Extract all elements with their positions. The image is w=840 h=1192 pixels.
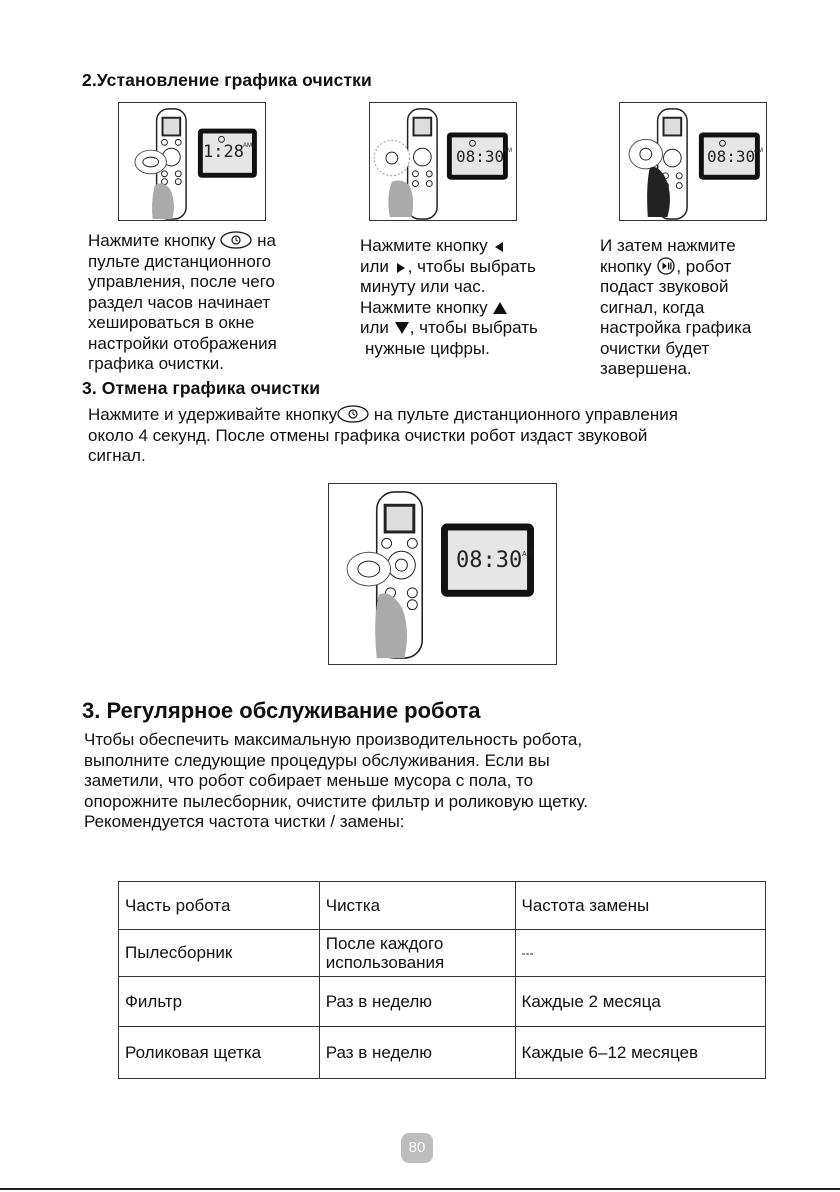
col1-line-4: раздел часов начинает xyxy=(88,292,271,312)
section-title-maintenance: 3. Регулярное обслуживание робота xyxy=(82,698,481,723)
col3-line-6: очистки будет xyxy=(600,338,710,358)
table-header-cell: Часть робота xyxy=(119,882,320,930)
col1-line-3: управления, после чего xyxy=(88,272,276,291)
up-arrow-icon xyxy=(492,300,508,316)
col1-line-6: настройки отображения xyxy=(88,333,277,353)
table-cell: После каждого использования xyxy=(319,930,515,977)
table-row xyxy=(119,930,766,977)
col2-line-1: Нажмите кнопку xyxy=(360,236,488,255)
col3-line-2b: , робот xyxy=(676,256,732,276)
col1-line-5: хешироваться в окне xyxy=(88,313,255,332)
cancel-line-2: около 4 секунд. После отмены графика очистки робот издаст звуковой xyxy=(88,425,648,445)
schedule-button-icon-2 xyxy=(337,405,369,423)
table-row xyxy=(119,1027,766,1079)
maintenance-paragraph xyxy=(84,730,588,833)
schedule-button-icon xyxy=(220,231,252,249)
col2-line-2a: или xyxy=(360,256,389,276)
display-am-2: AM xyxy=(503,148,512,154)
display-am-1: AM xyxy=(243,143,252,149)
maintenance-line-1: Чтобы обеспечить максимальную производительность робота, xyxy=(84,730,583,749)
cancel-instructions xyxy=(88,405,678,467)
figure-remote-cancel xyxy=(328,483,557,665)
col3-line-7: завершена. xyxy=(600,359,692,378)
table-cell: Роликовая щетка xyxy=(119,1027,320,1079)
table-header-cell: Частота замены xyxy=(515,882,765,930)
table-cell: Каждые 6–12 месяцев xyxy=(515,1027,765,1079)
col1-after-icon: на xyxy=(252,231,276,250)
col2-line-4: Нажмите кнопку xyxy=(360,297,488,317)
cancel-line-1a: Нажмите и удерживайте кнопку xyxy=(88,405,338,424)
down-arrow-icon xyxy=(394,320,410,336)
table-cell: --- xyxy=(515,930,765,977)
display-time-1: 1:28 xyxy=(203,142,244,162)
col1-line-1: Нажмите кнопку xyxy=(88,231,216,250)
display-time-cancel: 08:30 xyxy=(456,548,523,573)
bottom-divider xyxy=(0,1188,840,1190)
page-number: 80 xyxy=(401,1133,433,1163)
col3-line-4: сигнал, когда xyxy=(600,297,705,317)
col2-line-5b: , чтобы выбрать xyxy=(409,318,538,337)
column-3-instructions xyxy=(600,236,751,380)
play-pause-button-icon xyxy=(656,257,676,275)
display-time-3: 08:30 xyxy=(707,147,756,166)
table-header-row xyxy=(119,882,766,930)
right-arrow-icon xyxy=(394,261,408,275)
table-cell: Пылесборник xyxy=(119,930,320,977)
col2-line-6: нужные цифры. xyxy=(365,338,490,358)
column-1-instructions xyxy=(88,231,277,375)
maintenance-line-5: Рекомендуется частота чистки / замены: xyxy=(84,812,405,831)
col3-line-5: настройка графика xyxy=(600,318,752,337)
maintenance-line-3: заметили, что робот собирает меньше мусора с пола, то xyxy=(84,771,534,790)
col1-line-2: пульте дистанционного xyxy=(88,251,272,271)
col2-line-3: минуту или час. xyxy=(360,277,486,296)
table-row xyxy=(119,977,766,1027)
table-cell: Каждые 2 месяца xyxy=(515,977,765,1027)
section-title-cancel: 3. Отмена графика очистки xyxy=(82,378,321,398)
left-arrow-icon xyxy=(492,240,506,254)
display-time-2: 08:30 xyxy=(456,147,505,166)
cancel-line-1b: на пульте дистанционного управления xyxy=(369,405,678,424)
col3-line-3: подаст звуковой xyxy=(600,277,729,296)
table-cell: Раз в неделю xyxy=(319,1027,515,1079)
col2-line-2b: , чтобы выбрать xyxy=(407,256,536,276)
col2-line-5a: или xyxy=(360,318,389,337)
maintenance-line-2: выполните следующие процедуры обслуживания. Если вы xyxy=(84,750,550,770)
column-2-instructions xyxy=(360,236,538,359)
cancel-line-3: сигнал. xyxy=(88,446,146,465)
display-am-cancel: AM xyxy=(522,551,533,558)
table-cell: Фильтр xyxy=(119,977,320,1027)
maintenance-line-4: опорожните пылесборник, очистите фильтр и роликовую щетку. xyxy=(84,791,588,811)
display-am-3: AM xyxy=(754,148,763,154)
maintenance-table xyxy=(118,881,766,1079)
col1-line-7: графика очистки. xyxy=(88,354,224,373)
section-title-schedule: 2.Установление графика очистки xyxy=(82,70,372,90)
table-cell: Раз в неделю xyxy=(319,977,515,1027)
col3-line-2a: кнопку xyxy=(600,256,652,276)
col3-line-1: И затем нажмите xyxy=(600,236,736,255)
table-header-cell: Чистка xyxy=(319,882,515,930)
